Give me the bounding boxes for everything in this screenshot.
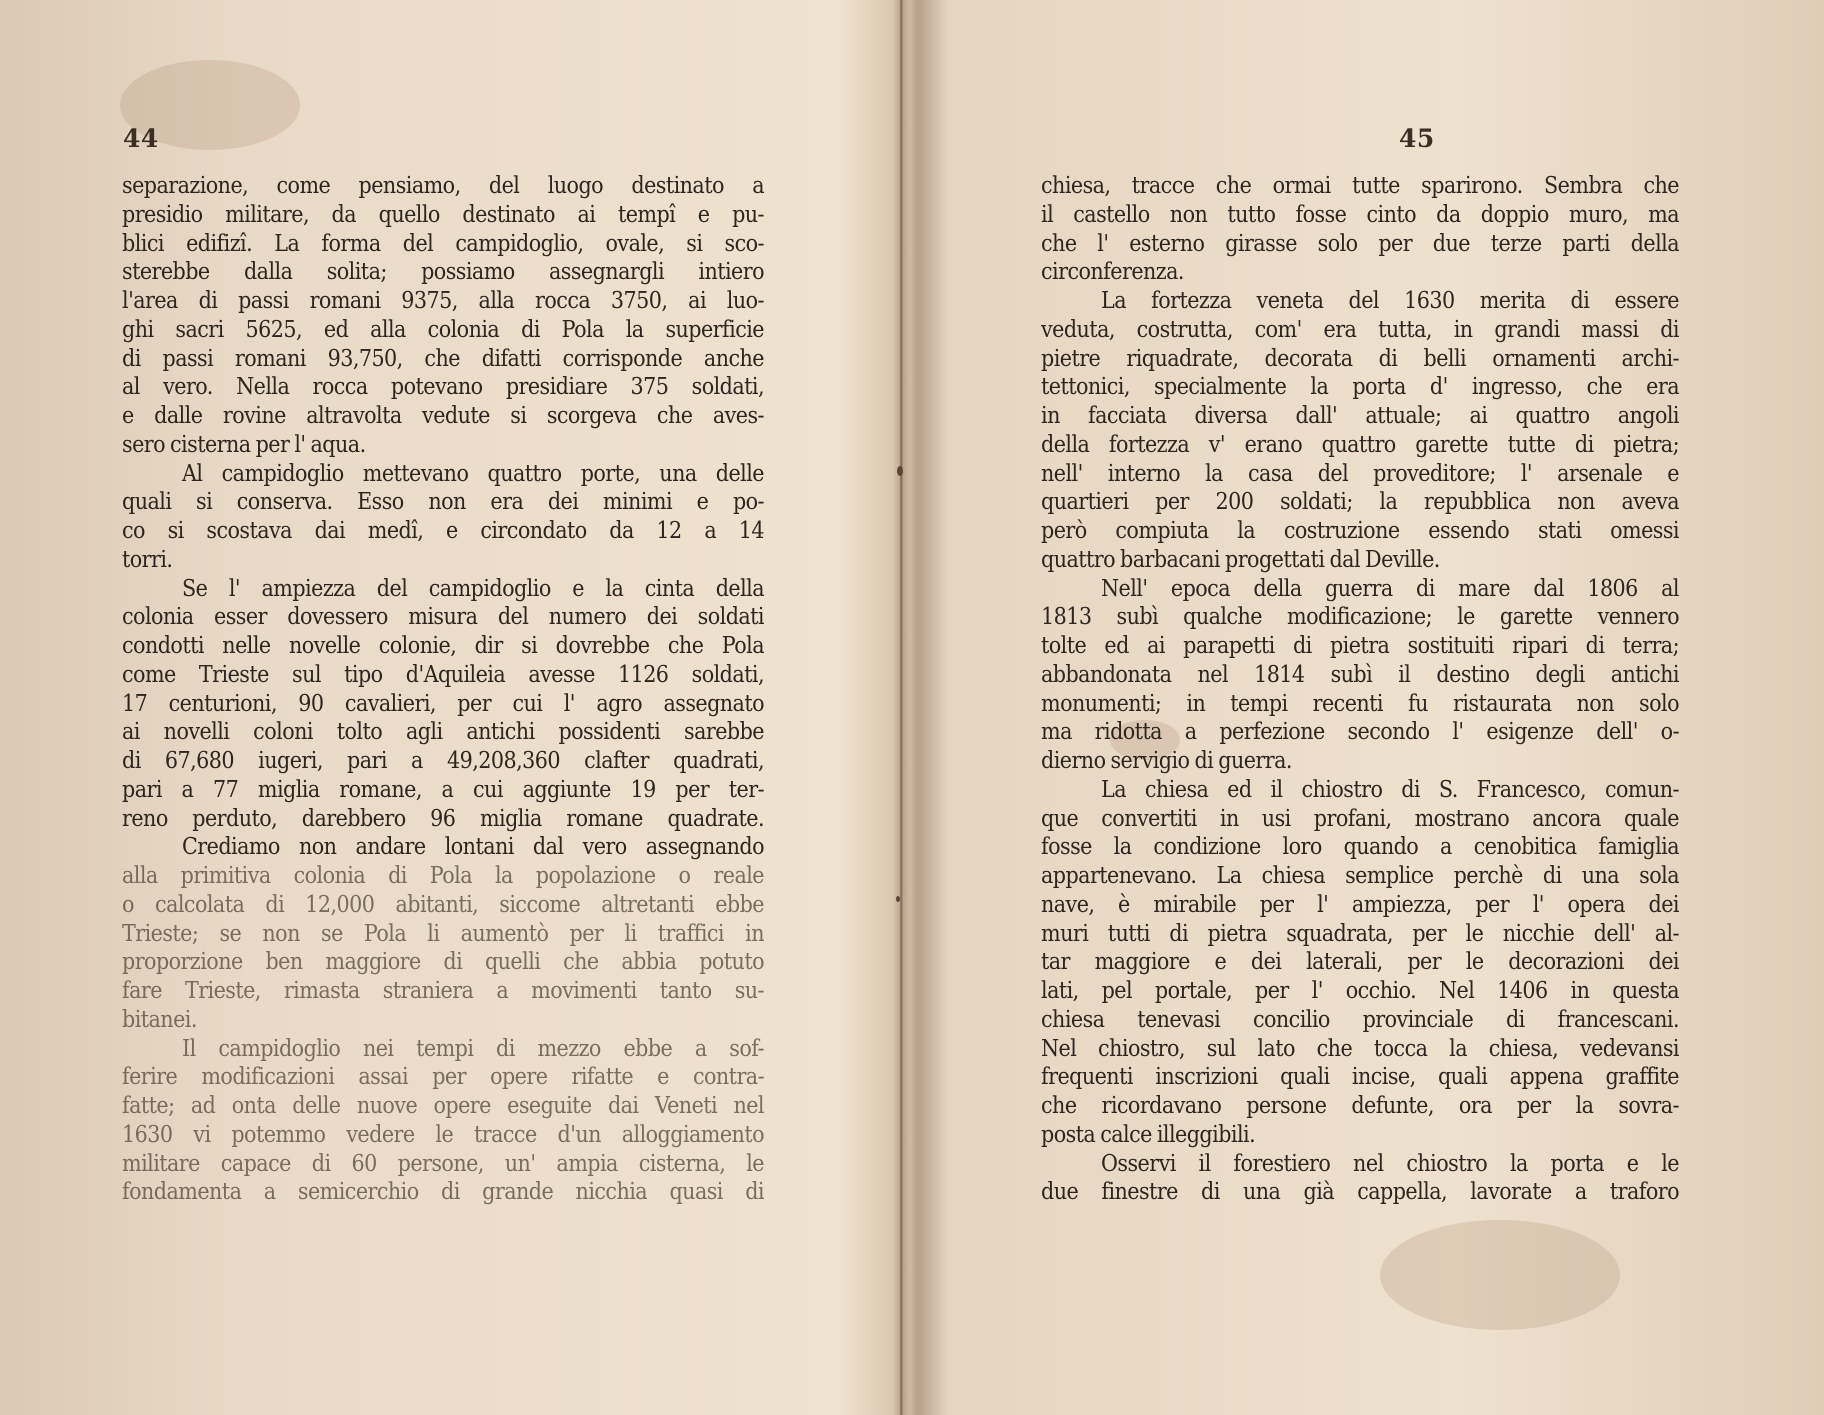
text-line: 1630 vi potemmo vedere le tracce d'un alloggiamento xyxy=(122,1121,764,1148)
text-line: abbandonata nel 1814 subì il destino degli antichi xyxy=(1041,661,1679,688)
text-line: Il campidoglio nei tempi di mezzo ebbe a sof- xyxy=(182,1035,764,1062)
text-line: reno perduto, darebbero 96 miglia romane quadrate. xyxy=(122,805,764,832)
text-line: due finestre di una già cappella, lavorate a traforo xyxy=(1041,1179,1679,1206)
text-line: in facciata diversa dall' attuale; ai quattro angoli xyxy=(1041,403,1679,429)
text-line: torri. xyxy=(122,546,173,573)
text-line: ferire modificazioni assai per opere rifatte e contra- xyxy=(122,1064,764,1091)
text-line: fosse la condizione loro quando a cenobitica famiglia xyxy=(1041,834,1679,861)
text-line: blici edifizî. La forma del campidoglio, ovale, si sco- xyxy=(122,230,764,257)
text-line: che l' esterno girasse solo per due terze parti della xyxy=(1041,230,1679,257)
text-line: La chiesa ed il chiostro di S. Francesco, comun- xyxy=(1101,776,1679,803)
text-line: muri tutti di pietra squadrata, per le nicchie dell' al- xyxy=(1041,920,1679,947)
text-line: proporzione ben maggiore di quelli che abbia potuto xyxy=(122,949,764,976)
right-page-text xyxy=(1041,172,1679,1207)
text-line: lati, pel portale, per l' occhio. Nel 1406 in questa xyxy=(1041,978,1679,1004)
text-line: Osservi il forestiero nel chiostro la porta e le xyxy=(1101,1150,1679,1177)
text-line: Al campidoglio mettevano quattro porte, una delle xyxy=(182,460,764,487)
text-line: di 67,680 iugeri, pari a 49,208,360 clafter quadrati, xyxy=(122,748,764,774)
text-line: come Trieste sul tipo d'Aquileia avesse 1126 soldati, xyxy=(122,661,764,688)
text-line: veduta, costrutta, com' era tutta, in grandi massi di xyxy=(1041,316,1679,343)
text-line: Nel chiostro, sul lato che tocca la chiesa, vedevansi xyxy=(1041,1035,1679,1062)
text-line: 17 centurioni, 90 cavalieri, per cui l' agro assegnato xyxy=(122,690,764,717)
ink-speck xyxy=(896,896,900,902)
text-line: ma ridotta a perfezione secondo l' esigenze dell' o- xyxy=(1041,719,1679,746)
text-line: di passi romani 93,750, che difatti corrisponde anche xyxy=(122,345,764,372)
page-number-left: 44 xyxy=(123,124,159,153)
text-line: frequenti inscrizioni quali incise, quali appena graffite xyxy=(1041,1064,1679,1091)
text-line: que convertiti in usi profani, mostrano ancora quale xyxy=(1041,805,1679,832)
text-line: condotti nelle novelle colonie, dir si dovrebbe che Pola xyxy=(122,633,764,659)
text-line: Se l' ampiezza del campidoglio e la cinta della xyxy=(182,575,764,602)
page-number-right: 45 xyxy=(1399,124,1435,153)
text-line: della fortezza v' erano quattro garette tutte di pietra; xyxy=(1041,431,1679,458)
text-line: pari a 77 miglia romane, a cui aggiunte 19 per ter- xyxy=(122,776,764,803)
text-line: fatte; ad onta delle nuove opere eseguite dai Veneti nel xyxy=(122,1093,764,1119)
text-line: che ricordavano persone defunte, ora per la sovra- xyxy=(1041,1093,1679,1119)
text-line: Crediamo non andare lontani dal vero assegnando xyxy=(182,834,764,861)
left-page-text xyxy=(122,172,764,1207)
text-line: La fortezza veneta del 1630 merita di essere xyxy=(1101,288,1679,314)
text-line: sero cisterna per l' aqua. xyxy=(122,431,366,458)
text-line: Nell' epoca della guerra di mare dal 1806 al xyxy=(1101,575,1679,602)
text-line: fare Trieste, rimasta straniera a movimenti tanto su- xyxy=(122,978,764,1004)
text-line: nell' interno la casa del proveditore; l' arsenale e xyxy=(1041,460,1679,487)
text-line: fondamenta a semicerchio di grande nicchia quasi di xyxy=(122,1179,764,1206)
text-line: ai novelli coloni tolto agli antichi possidenti sarebbe xyxy=(122,719,764,746)
text-line: tar maggiore e dei laterali, per le decorazioni dei xyxy=(1041,949,1679,976)
text-line: tettonici, specialmente la porta d' ingresso, che era xyxy=(1041,374,1679,401)
text-line: co si scostava dai medî, e circondato da 12 a 14 xyxy=(122,518,764,544)
left-page xyxy=(0,0,893,1415)
text-line: nave, è mirabile per l' ampiezza, per l' opera dei xyxy=(1041,891,1679,918)
text-line: il castello non tutto fosse cinto da doppio muro, ma xyxy=(1041,201,1679,228)
text-line: quattro barbacani progettati dal Deville. xyxy=(1041,546,1440,573)
text-line: chiesa tenevasi concilio provinciale di francescani. xyxy=(1041,1006,1679,1033)
text-line: pietre riquadrate, decorata di belli ornamenti archi- xyxy=(1041,345,1679,372)
gutter-line xyxy=(900,0,902,1415)
text-line: e dalle rovine altravolta vedute si scorgeva che aves- xyxy=(122,403,764,429)
text-line: colonia esser dovessero misura del numero dei soldati xyxy=(122,604,764,631)
text-line: 1813 subì qualche modificazione; le garette vennero xyxy=(1041,604,1679,631)
text-line: quartieri per 200 soldati; la repubblica non aveva xyxy=(1041,489,1679,516)
right-page xyxy=(911,0,1824,1415)
text-line: monumenti; in tempi recenti fu ristaurata non solo xyxy=(1041,690,1679,717)
text-line: Trieste; se non se Pola li aumentò per li traffici in xyxy=(122,920,764,947)
text-line: bitanei. xyxy=(122,1006,197,1033)
text-line: dierno servigio di guerra. xyxy=(1041,748,1292,774)
book-spine xyxy=(893,0,911,1415)
text-line: ghi sacri 5625, ed alla colonia di Pola la superficie xyxy=(122,316,764,343)
text-line: sterebbe dalla solita; possiamo assegnargli intiero xyxy=(122,259,764,286)
text-line: posta calce illeggibili. xyxy=(1041,1121,1256,1148)
text-line: al vero. Nella rocca potevano presidiare 375 soldati, xyxy=(122,374,764,401)
text-line: alla primitiva colonia di Pola la popolazione o reale xyxy=(122,863,764,889)
text-line: presidio militare, da quello destinato ai tempî e pu- xyxy=(122,201,764,228)
text-line: tolte ed ai parapetti di pietra sostituiti ripari di terra; xyxy=(1041,633,1679,659)
text-line: militare capace di 60 persone, un' ampia cisterna, le xyxy=(122,1150,764,1177)
text-line: appartenevano. La chiesa semplice perchè di una sola xyxy=(1041,863,1679,889)
text-line: chiesa, tracce che ormai tutte sparirono. Sembra che xyxy=(1041,173,1679,199)
text-line: separazione, come pensiamo, del luogo destinato a xyxy=(122,173,764,199)
text-line: o calcolata di 12,000 abitanti, siccome altretanti ebbe xyxy=(122,891,764,918)
text-line: l'area di passi romani 9375, alla rocca 3750, ai luo- xyxy=(122,288,764,314)
ink-speck xyxy=(897,466,903,476)
text-line: quali si conserva. Esso non era dei minimi e po- xyxy=(122,489,764,516)
text-line: però compiuta la costruzione essendo stati omessi xyxy=(1041,518,1679,544)
text-line: circonferenza. xyxy=(1041,259,1184,286)
